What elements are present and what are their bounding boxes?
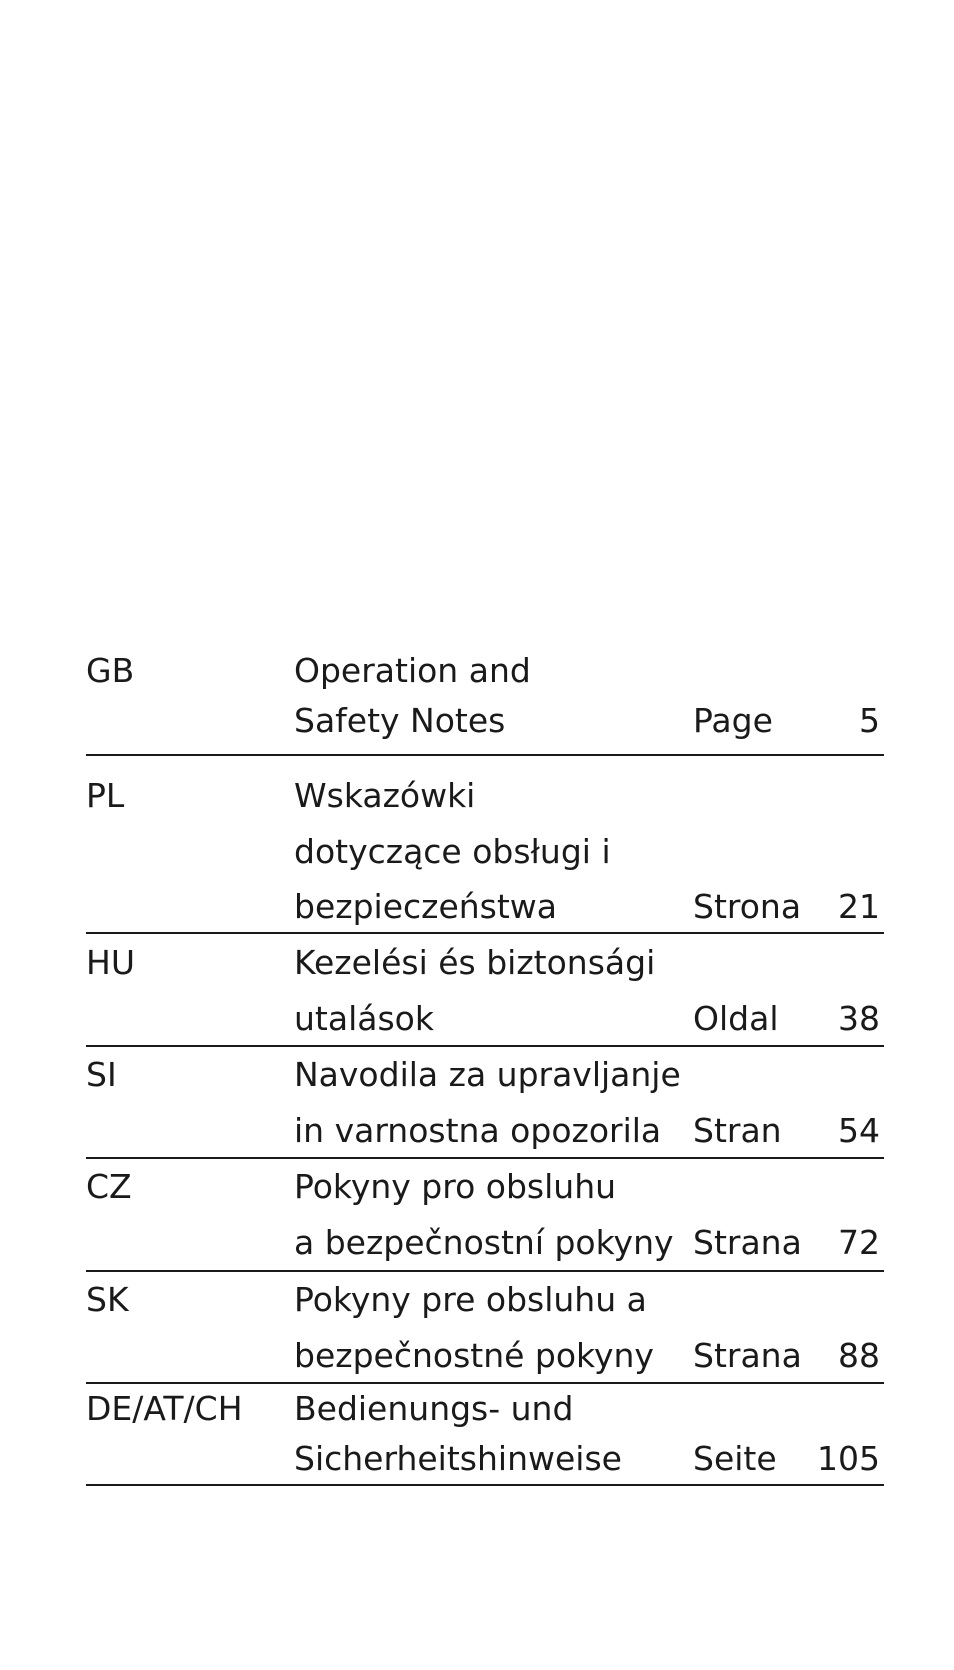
section-title-line: Pokyny pre obsluhu a <box>294 1280 647 1319</box>
toc-entry-pl[interactable] <box>86 756 884 934</box>
language-code: SI <box>86 1055 117 1094</box>
section-title-line: bezpieczeństwa <box>294 887 558 926</box>
toc-entry-cz[interactable] <box>86 1159 884 1272</box>
language-code: SK <box>86 1280 129 1319</box>
page-number: 21 <box>838 887 880 926</box>
page-label: Strana <box>693 1336 802 1375</box>
toc-entry-hu[interactable] <box>86 934 884 1047</box>
section-title-line: Wskazówki <box>294 776 476 815</box>
toc-entry-gb[interactable] <box>86 646 884 756</box>
page-label: Page <box>693 701 773 740</box>
table-of-contents <box>86 646 884 1486</box>
toc-entry-sk[interactable] <box>86 1272 884 1384</box>
section-title-line: in varnostna opozorila <box>294 1111 662 1150</box>
page-number: 5 <box>859 701 880 740</box>
page-label: Strana <box>693 1223 802 1262</box>
section-title-line: Safety Notes <box>294 701 506 740</box>
section-title-line: Bedienungs- und <box>294 1389 574 1428</box>
page-label: Oldal <box>693 999 779 1038</box>
section-title-line: Pokyny pro obsluhu <box>294 1167 617 1206</box>
section-title-line: Sicherheitshinweise <box>294 1439 622 1478</box>
section-title-line: dotyczące obsługi i <box>294 832 611 871</box>
language-code: DE/AT/CH <box>86 1389 243 1428</box>
section-title-line: Operation and <box>294 651 531 690</box>
page-label: Stran <box>693 1111 782 1150</box>
section-title-line: a bezpečnostní pokyny <box>294 1223 674 1262</box>
page-number: 88 <box>838 1336 880 1375</box>
language-code: PL <box>86 776 125 815</box>
page-number: 54 <box>838 1111 880 1150</box>
section-title-line: Navodila za upravljanje <box>294 1055 681 1094</box>
toc-entry-de-at-ch[interactable] <box>86 1384 884 1486</box>
section-title-line: Kezelési és biztonsági <box>294 943 656 982</box>
section-title-line: bezpečnostné pokyny <box>294 1336 654 1375</box>
page-number: 105 <box>817 1439 880 1478</box>
language-code: CZ <box>86 1167 132 1206</box>
language-code: HU <box>86 943 135 982</box>
page-label: Strona <box>693 887 802 926</box>
language-code: GB <box>86 651 135 690</box>
page-number: 38 <box>838 999 880 1038</box>
section-title-line: utalások <box>294 999 434 1038</box>
page-label: Seite <box>693 1439 777 1478</box>
page-number: 72 <box>838 1223 880 1262</box>
toc-entry-si[interactable] <box>86 1047 884 1159</box>
